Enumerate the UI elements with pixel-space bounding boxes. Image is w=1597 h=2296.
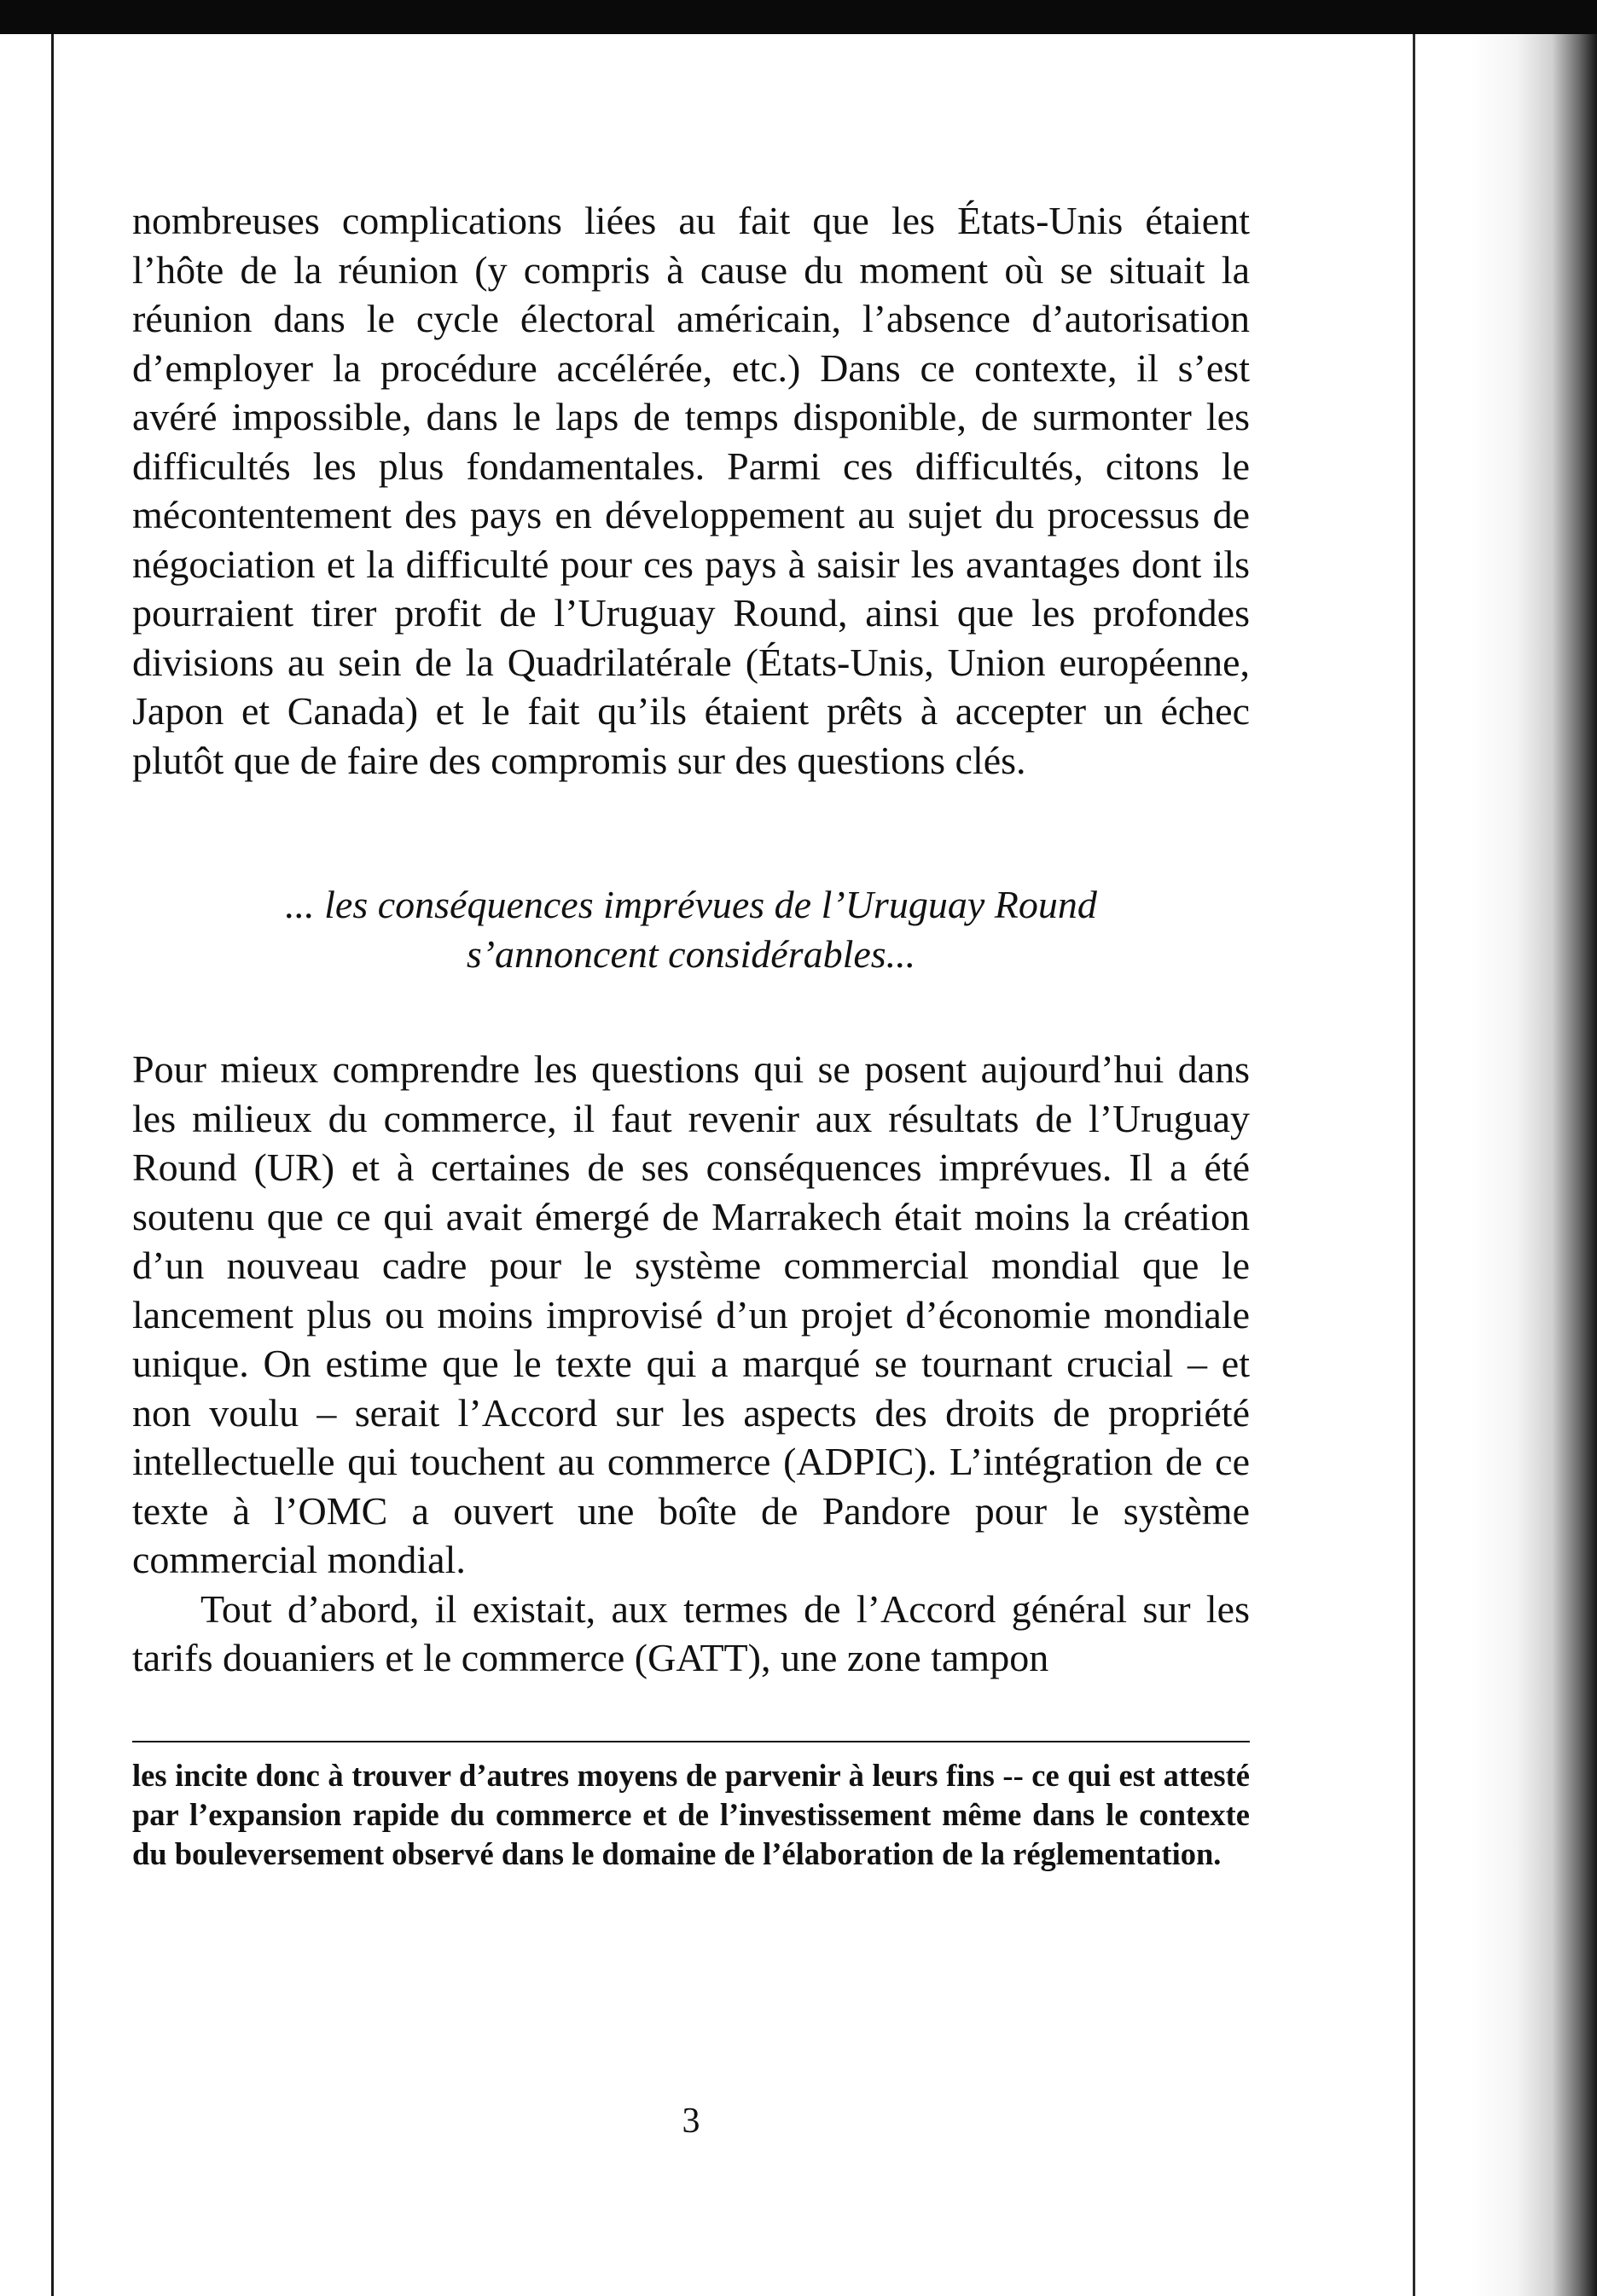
scan-top-border [0,0,1597,34]
page-number: 3 [682,2102,700,2141]
scan-left-edge-line [51,34,54,2296]
footnote-separator [132,1741,1250,1742]
document-page [132,196,1250,1874]
body-paragraph-indented: Tout d’abord, il existait, aux termes de l’Accord général sur les tarifs douaniers et le commerce (GATT), une zone tampon [132,1586,1250,1679]
section-heading [132,880,1250,978]
scan-right-shadow [1418,34,1597,2296]
section-heading-line-1: ... les conséquences imprévues de l’Uruguay Round [285,883,1097,926]
body-paragraph: Pour mieux comprendre les questions qui se posent aujourd’hui dans les milieux du commerce, il faut revenir aux résultats de l’Uruguay Round (UR) et à certaines de ses conséquences imprévues. Il a été soutenu que ce qui avait émergé de Marrakech était moins la création d’un nouveau cadre pour le système commercial mondial que le lancement plus ou moins improvisé d’un projet d’économie mondiale unique. On estime que le texte qui a marqué se tournant crucial – et non voulu – serait l’Accord sur les aspects des droits de propriété intellectuelle qui touchent au commerce (ADPIC). L’intégration de ce texte à l’OMC a ouvert une boîte de Pandore pour le système commercial mondial. [132,1047,1250,1581]
scan-right-edge-line [1413,34,1415,2296]
footnote-text: les incite donc à trouver d’autres moyens de parvenir à leurs fins -- ce qui est attesté par l’expansion rapide du commerce et de l’investissement même dans le contexte du bouleversement observé dans le domaine de l’élaboration de la réglementation. [132,1757,1250,1871]
body-paragraph-continued: nombreuses complications liées au fait que les États-Unis étaient l’hôte de la réunion (y compris à cause du moment où se situait la réunion dans le cycle électoral américain, l’absence d’autorisation d’employer la procédure accélérée, etc.) Dans ce contexte, il s’est avéré impossible, dans le laps de temps disponible, de surmonter les difficultés les plus fondamentales. Parmi ces difficultés, citons le mécontentement des pays en développement au sujet du processus de négociation et la difficulté pour ces pays à saisir les avantages dont ils pourraient tirer profit de l’Uruguay Round, ainsi que les profondes divisions au sein de la Quadrilatérale (États-Unis, Union européenne, Japon et Canada) et le fait qu’ils étaient prêts à accepter un échec plutôt que de faire des compromis sur des questions clés. [132,199,1250,782]
section-heading-line-2: s’annoncent considérables... [466,931,916,976]
